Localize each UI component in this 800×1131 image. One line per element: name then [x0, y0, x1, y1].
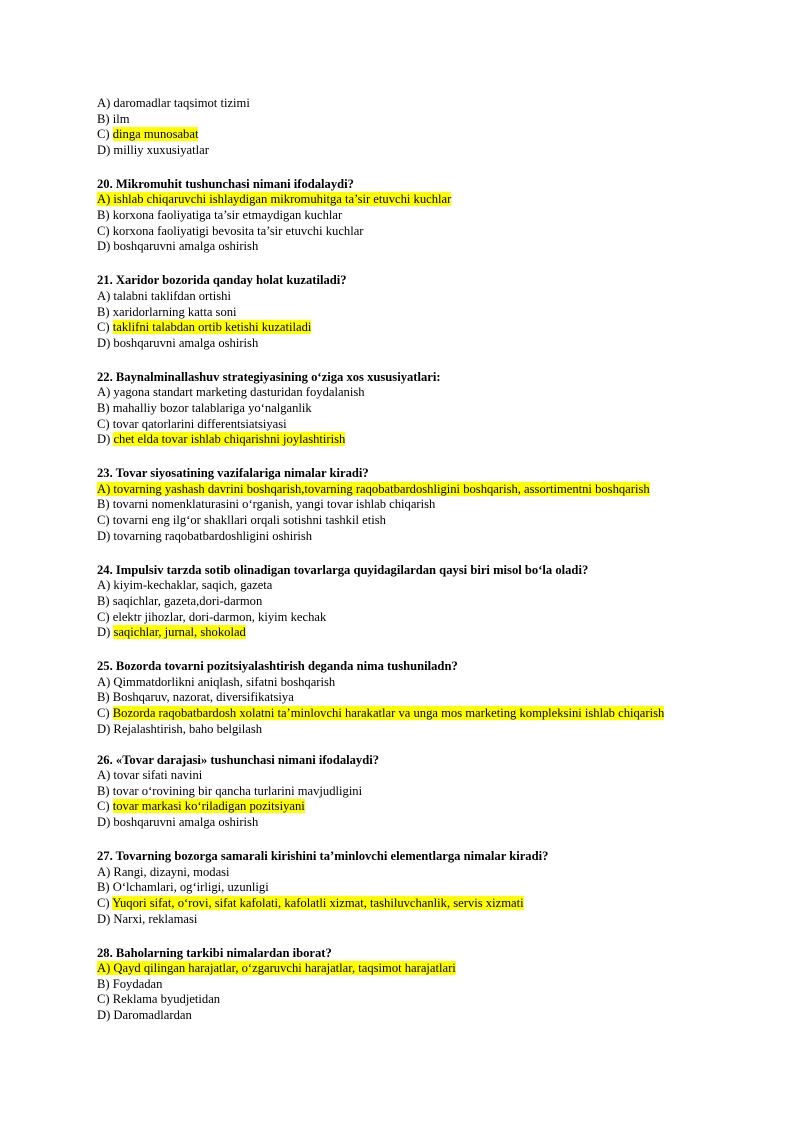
highlighted-answer: A) ishlab chiqaruvchi ishlaydigan mikromuhitga ta’sir etuvchi kuchlar: [97, 192, 452, 207]
option-27-d: D) Narxi, reklamasi: [97, 911, 198, 926]
question-22: [97, 370, 737, 448]
question-24: [97, 563, 737, 641]
question-19-options: [97, 96, 737, 158]
highlighted-answer: A) tovarning yashash davrini boshqarish,tovarning raqobatbardoshligini boshqarish, assortimentni boshqarish: [97, 481, 650, 496]
option-prefix: C): [97, 706, 113, 720]
option-24-a: A) kiyim-kechaklar, saqich, gazeta: [97, 578, 273, 593]
option-prefix: D): [97, 625, 114, 640]
option-22-c: C) tovar qatorlarini differentsiatsiyasi: [97, 416, 287, 431]
question-25: [97, 659, 737, 737]
option-24-c: C) elektr jihozlar, dori-darmon, kiyim kechak: [97, 609, 327, 624]
option-prefix: C): [97, 895, 113, 910]
question-title: 28. Baholarning tarkibi nimalardan iborat?: [97, 945, 332, 960]
question-27: [97, 849, 737, 927]
option-prefix: C): [97, 127, 113, 142]
highlighted-answer: A) Qayd qilingan harajatlar, o‘zgaruvchi harajatlar, taqsimot harajatlari: [97, 961, 456, 976]
option-28-c: C) Reklama byudjetidan: [97, 992, 221, 1007]
question-title: 25. Bozorda tovarni pozitsiyalashtirish deganda nima tushuniladn?: [97, 659, 458, 674]
option-21-d: D) boshqaruvni amalga oshirish: [97, 335, 259, 350]
option-23-a: [97, 482, 737, 498]
option-26-d: D) boshqaruvni amalga oshirish: [97, 815, 259, 830]
question-20: [97, 177, 737, 255]
option-24-b: B) saqichlar, gazeta,dori-darmon: [97, 593, 263, 608]
question-title: 26. «Tovar darajasi» tushunchasi nimani ifodalaydi?: [97, 752, 380, 767]
option-24-d: [97, 625, 737, 641]
highlighted-answer: Yuqori sifat, o‘rovi, sifat kafolati, kafolatli xizmat, tashiluvchanlik, servis xizmati: [112, 895, 524, 910]
highlighted-answer: saqichlar, jurnal, shokolad: [113, 625, 246, 640]
highlighted-answer: taklifni talabdan ortib ketishi kuzatiladi: [112, 320, 312, 335]
option-20-b: B) korxona faoliyatiga ta’sir etmaydigan kuchlar: [97, 208, 343, 223]
option-22-d: [97, 432, 737, 448]
question-28: [97, 946, 737, 1024]
question-23: [97, 466, 737, 544]
option-28-d: D) Daromadlardan: [97, 1008, 192, 1022]
option-22-b: B) mahalliy bozor talablariga yo‘nalganlik: [97, 401, 312, 415]
option-28-b: B) Foydadan: [97, 976, 163, 991]
option-23-b: B) tovarni nomenklaturasini o‘rganish, yangi tovar ishlab chiqarish: [97, 497, 436, 512]
option-25-c: [97, 706, 737, 722]
question-title: 24. Impulsiv tarzda sotib olinadigan tovarlarga quyidagilardan qaysi biri misol bo‘la oladi?: [97, 562, 589, 577]
highlighted-answer: dinga munosabat: [112, 127, 199, 142]
option-28-a: [97, 961, 737, 977]
question-title: 23. Tovar siyosatining vazifalariga nimalar kiradi?: [97, 466, 369, 481]
highlighted-answer: tovar markasi ko‘riladigan pozitsiyani: [112, 799, 305, 814]
question-title: 22. Baynalminallashuv strategiyasining o‘ziga xos xususiyatlari:: [97, 369, 441, 384]
option-19-c: [97, 127, 737, 143]
option-20-a: [97, 192, 737, 208]
option-27-c: [97, 896, 737, 912]
option-20-c: C) korxona faoliyatigi bevosita ta’sir etuvchi kuchlar: [97, 223, 364, 238]
question-title: 27. Tovarning bozorga samarali kirishini ta’minlovchi elementlarga nimalar kiradi?: [97, 849, 549, 864]
option-19-d: D) milliy xuxusiyatlar: [97, 142, 209, 157]
option-25-d: D) Rejalashtirish, baho belgilash: [97, 721, 263, 736]
option-26-b: B) tovar o‘rovining bir qancha turlarini mavjudligini: [97, 783, 363, 798]
option-23-d: D) tovarning raqobatbardoshligini oshirish: [97, 528, 313, 543]
option-prefix: D): [97, 432, 114, 447]
option-27-a: A) Rangi, dizayni, modasi: [97, 864, 230, 879]
option-27-b: B) O‘lchamlari, og‘irligi, uzunligi: [97, 880, 269, 895]
question-26: [97, 753, 737, 831]
option-22-a: A) yagona standart marketing dasturidan foydalanish: [97, 385, 365, 400]
option-21-a: A) talabni taklifdan ortishi: [97, 288, 231, 303]
option-23-c: C) tovarni eng ilg‘or shakllari orqali sotishni tashkil etish: [97, 513, 386, 528]
option-19-a: A) daromadlar taqsimot tizimi: [97, 96, 250, 110]
option-25-a: A) Qimmatdorlikni aniqlash, sifatni boshqarish: [97, 674, 336, 689]
option-21-b: B) xaridorlarning katta soni: [97, 304, 237, 319]
document-page: [97, 96, 737, 1024]
option-19-b: B) ilm: [97, 111, 130, 126]
option-20-d: D) boshqaruvni amalga oshirish: [97, 239, 259, 254]
highlighted-answer: Bozorda raqobatbardosh xolatni ta’minlovchi harakatlar va unga mos marketing kompleksini ishlab chiqarish: [112, 706, 665, 720]
option-prefix: C): [97, 320, 113, 335]
question-title: 21. Xaridor bozorida qanday holat kuzatiladi?: [97, 273, 347, 288]
question-21: [97, 273, 737, 351]
option-21-c: [97, 320, 737, 336]
highlighted-answer: chet elda tovar ishlab chiqarishni joylashtirish: [113, 432, 346, 447]
question-title: 20. Mikromuhit tushunchasi nimani ifodalaydi?: [97, 176, 354, 191]
option-25-b: B) Boshqaruv, nazorat, diversifikatsiya: [97, 690, 294, 705]
option-prefix: C): [97, 799, 113, 814]
option-26-a: A) tovar sifati navini: [97, 768, 203, 783]
option-26-c: [97, 799, 737, 815]
